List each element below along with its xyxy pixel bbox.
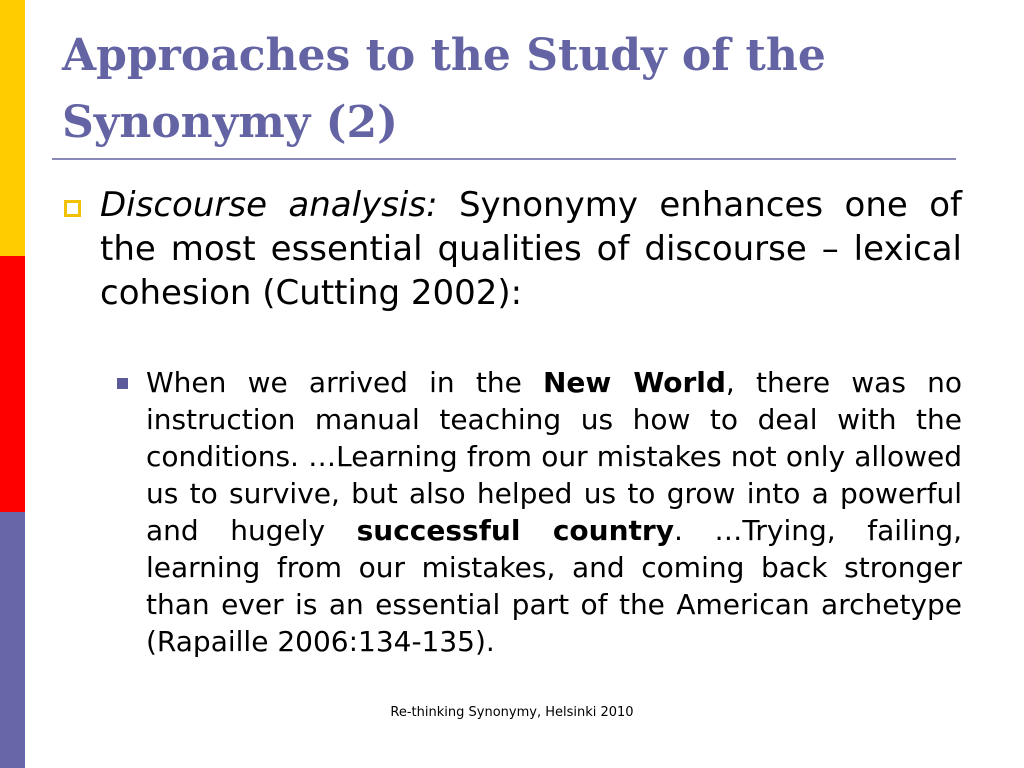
- filled-square-bullet-icon: [117, 378, 128, 389]
- bullet-text: Synonymy enhances one of the most essential qualities of discourse – lexical cohesion (Cutting 2002):: [100, 185, 962, 313]
- square-bullet-icon: [64, 200, 81, 217]
- quote-part-1: When we arrived in the: [146, 366, 543, 399]
- quote-part-3: . …Trying, failing, learning from our mistakes, and coming back stronger than ever is an essential part of the American archetype (Rapaille 2006:134-135).: [146, 514, 963, 658]
- slide-footer: Re-thinking Synonymy, Helsinki 2010: [390, 705, 634, 720]
- slide-title-line2: Synonymy (2): [62, 97, 398, 148]
- slide-title-line1: Approaches to the Study of the: [62, 30, 826, 81]
- slide-title: [62, 22, 962, 156]
- bullet-discourse-analysis: [100, 183, 962, 315]
- quote-bold-new-world: New World: [543, 366, 726, 399]
- quote-bold-successful-country: successful country: [356, 514, 674, 547]
- side-bar-yellow: [0, 0, 25, 256]
- side-bar-red: [0, 256, 25, 512]
- quote-part-2: , there was no instruction manual teaching us how to deal with the conditions. …Learning from our mistakes not only allowed us to survive, but also helped us to grow into a powerful and hugely: [146, 366, 962, 547]
- bullet-quote: [146, 364, 962, 660]
- side-bar-blue: [0, 512, 25, 768]
- bullet-label: Discourse analysis:: [100, 185, 438, 225]
- title-divider: [52, 158, 956, 160]
